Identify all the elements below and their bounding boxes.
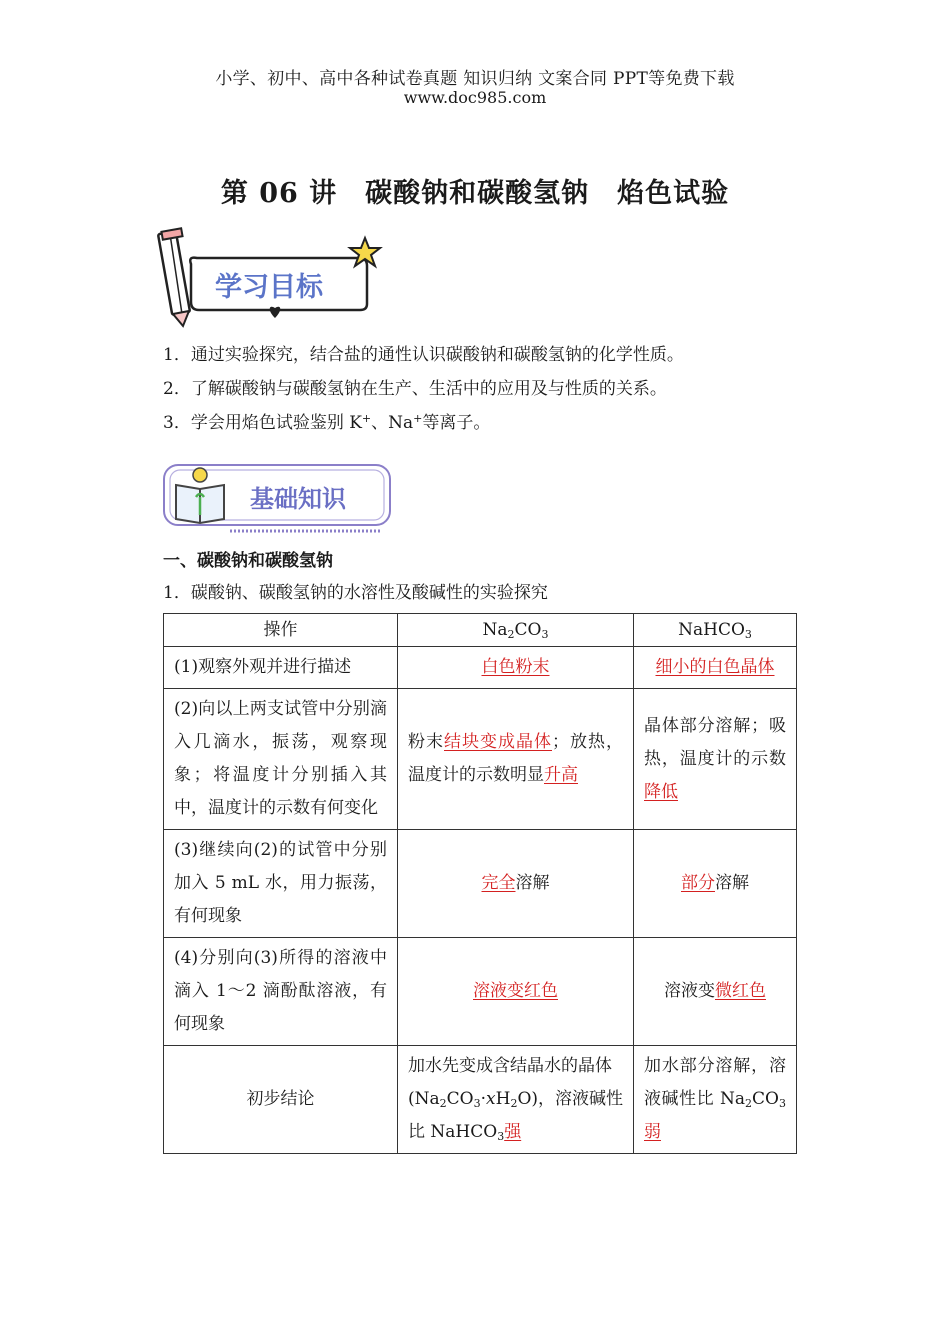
header-nahco3: NaHCO$_3$ <box>634 614 797 647</box>
section-heading: 一、碳酸钠和碳酸氢钠 <box>163 551 333 571</box>
nahco3-cell: 晶体部分溶解；吸热，温度计的示数降低 <box>634 689 797 830</box>
objective-1: 1．通过实验探究，结合盐的通性认识碳酸钠和碳酸氢钠的化学性质。 <box>163 345 684 365</box>
svg-text:基础知识: 基础知识 <box>250 485 346 513</box>
table-row <box>164 830 797 938</box>
learning-goals-badge <box>155 226 385 330</box>
learning-objectives-list <box>163 343 684 445</box>
na2co3-cell: 加水先变成含结晶水的晶体 $(Na_2CO_3\cdot xH_2O)$，溶液碱性比 NaHCO$_3$强 <box>398 1046 634 1154</box>
na2co3-cell: 粉末结块变成晶体；放热，温度计的示数明显升高 <box>398 689 634 830</box>
operation-cell: (4)分别向(3)所得的溶液中滴入 1～2 滴酚酞溶液，有何现象 <box>164 938 398 1046</box>
nahco3-cell: 部分溶解 <box>634 830 797 938</box>
table-header-row <box>164 614 797 647</box>
operation-cell: 初步结论 <box>164 1046 398 1154</box>
nahco3-cell: 细小的白色晶体 <box>634 647 797 689</box>
operation-cell: (2)向以上两支试管中分别滴入几滴水，振荡，观察现象；将温度计分别插入其中，温度计的示数有何变化 <box>164 689 398 830</box>
na2co3-cell: 溶液变红色 <box>398 938 634 1046</box>
svg-text:学习目标: 学习目标 <box>215 272 323 303</box>
page-title: 第 06 讲 碳酸钠和碳酸氢钠 焰色试验 <box>220 178 730 209</box>
objective-2: 2．了解碳酸钠与碳酸氢钠在生产、生活中的应用及与性质的关系。 <box>163 379 667 399</box>
table-row <box>164 1046 797 1154</box>
table-row <box>164 938 797 1046</box>
heart-icon <box>270 307 281 318</box>
site-url: www.doc985.com <box>403 88 547 107</box>
nahco3-cell: 加水部分溶解，溶液碱性比 $Na_2CO_3$弱 <box>634 1046 797 1154</box>
experiment-table <box>163 613 797 1154</box>
na2co3-cell: 完全溶解 <box>398 830 634 938</box>
header-operation: 操作 <box>164 614 398 647</box>
objective-3: 3．学会用焰色试验鉴别 K+、Na+等离子。 <box>163 412 491 433</box>
site-banner-text: 小学、初中、高中各种试卷真题 知识归纳 文案合同 PPT等免费下载 <box>215 69 735 89</box>
nahco3-cell: 溶液变微红色 <box>634 938 797 1046</box>
section-subheading: 1．碳酸钠、碳酸氢钠的水溶性及酸碱性的实验探究 <box>163 583 548 603</box>
pencil-icon <box>158 228 190 326</box>
header-na2co3: $Na_2CO_3$ <box>398 614 634 647</box>
table-row <box>164 689 797 830</box>
operation-cell: (3)继续向(2)的试管中分别加入 5 mL 水，用力振荡，有何现象 <box>164 830 398 938</box>
operation-cell: (1)观察外观并进行描述 <box>164 647 398 689</box>
table-row <box>164 647 797 689</box>
basic-knowledge-badge <box>160 461 395 541</box>
na2co3-cell: 白色粉末 <box>398 647 634 689</box>
